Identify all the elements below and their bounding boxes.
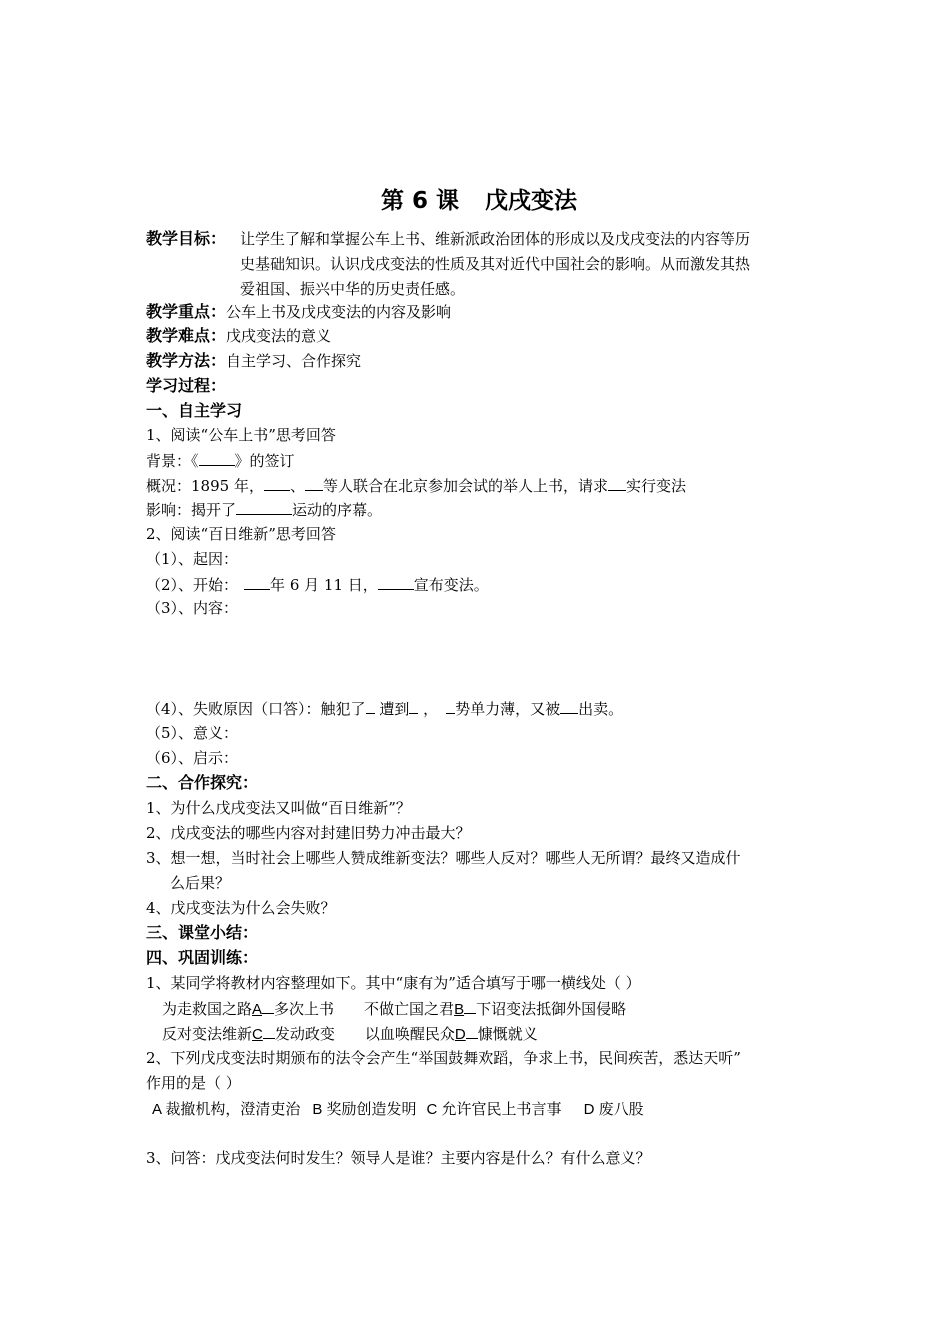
sec1-influence: 影响：揭开了 运动的序幕。: [146, 497, 382, 522]
sec1-background: 背景：《 》的签订: [146, 448, 295, 473]
sec1-item6: （6）、启示：: [146, 749, 239, 767]
sec2-q1: 1、为什么戊戌变法又叫做“百日维新”？: [146, 799, 411, 817]
sec1-item3: （3）、内容：: [146, 599, 239, 617]
sec1-item2: （2）、开始： 年 6 月 11 日， 宣布变法。: [146, 572, 489, 597]
difficulty-point: 教学难点：戊戌变法的意义: [146, 326, 332, 345]
lesson-name: 戊戌变法: [485, 188, 578, 214]
section-1-heading: 一、自主学习: [146, 401, 243, 420]
sec4-q2-options: A 裁撤机构，澄清吏治 B 奖励创造发明 C 允许官民上书言事 D 废八股: [152, 1101, 644, 1118]
process-heading: 学习过程：: [146, 376, 227, 395]
section-4-heading: 四、巩固训练：: [146, 948, 259, 967]
section-3-heading: 三、课堂小结：: [146, 923, 259, 942]
teaching-method: 教学方法：自主学习、合作探究: [146, 351, 362, 370]
sec1-item4: （4）、失败原因（口答）：触犯了 遭到 ， 势单力薄，又被 出卖。: [146, 696, 623, 721]
sec4-q2-line1: 2、下列戊戌变法时期颁布的法令会产生“举国鼓舞欢蹈，争求上书，民间疾苦，悉达天听”: [146, 1049, 741, 1067]
sec2-q2: 2、戊戌变法的哪些内容对封建旧势力冲击最大？: [146, 824, 471, 842]
section-2-heading: 二、合作探究：: [146, 773, 259, 792]
page-title: [146, 182, 812, 215]
sec1-q1: 1、阅读“公车上书”思考回答: [146, 426, 336, 444]
sec2-q3-line1: 3、想一想，当时社会上哪些人赞成维新变法？哪些人反对？哪些人无所谓？最终又造成什: [146, 849, 741, 867]
goals-text: 让学生了解和掌握公车上书、维新派政治团体的形成以及戊戌变法的内容等历 史基础知识。认识戊戌变法的性质及其对近代中国社会的影响。从而激发其热 爱祖国、振兴中华的历史责任感。: [240, 230, 751, 298]
sec2-q3-line2: 么后果？: [170, 874, 231, 892]
sec1-item5: （5）、意义：: [146, 724, 239, 742]
sec4-q1-row2: 反对变法维新C 发动政变 以血唤醒民众D 慷慨就义: [162, 1021, 538, 1047]
sec2-q4: 4、戊戌变法为什么会失败？: [146, 899, 336, 917]
lesson-number: 第 6 课: [380, 188, 460, 214]
sec4-q1: 1、某同学将教材内容整理如下。其中“康有为”适合填写于哪一横线处（ ）: [146, 974, 641, 992]
sec1-item1: （1）、起因：: [146, 550, 239, 568]
goals-label: 教学目标：: [146, 229, 227, 248]
sec1-q2: 2、阅读“百日维新”思考回答: [146, 525, 336, 543]
sec4-q2-line2: 作用的是（ ）: [146, 1074, 241, 1092]
sec4-q1-row1: 为走救国之路A 多次上书 不做亡国之君B 下诏变法抵御外国侵略: [162, 996, 626, 1022]
sec4-q3: 3、问答：戊戌变法何时发生？领导人是谁？主要内容是什么？有什么意义？: [146, 1149, 651, 1167]
key-point: 教学重点：公车上书及戊戌变法的内容及影响: [146, 302, 452, 321]
sec1-overview: 概况：1895 年， 、 等人联合在北京参加会试的举人上书，请求 实行变法: [146, 473, 686, 498]
